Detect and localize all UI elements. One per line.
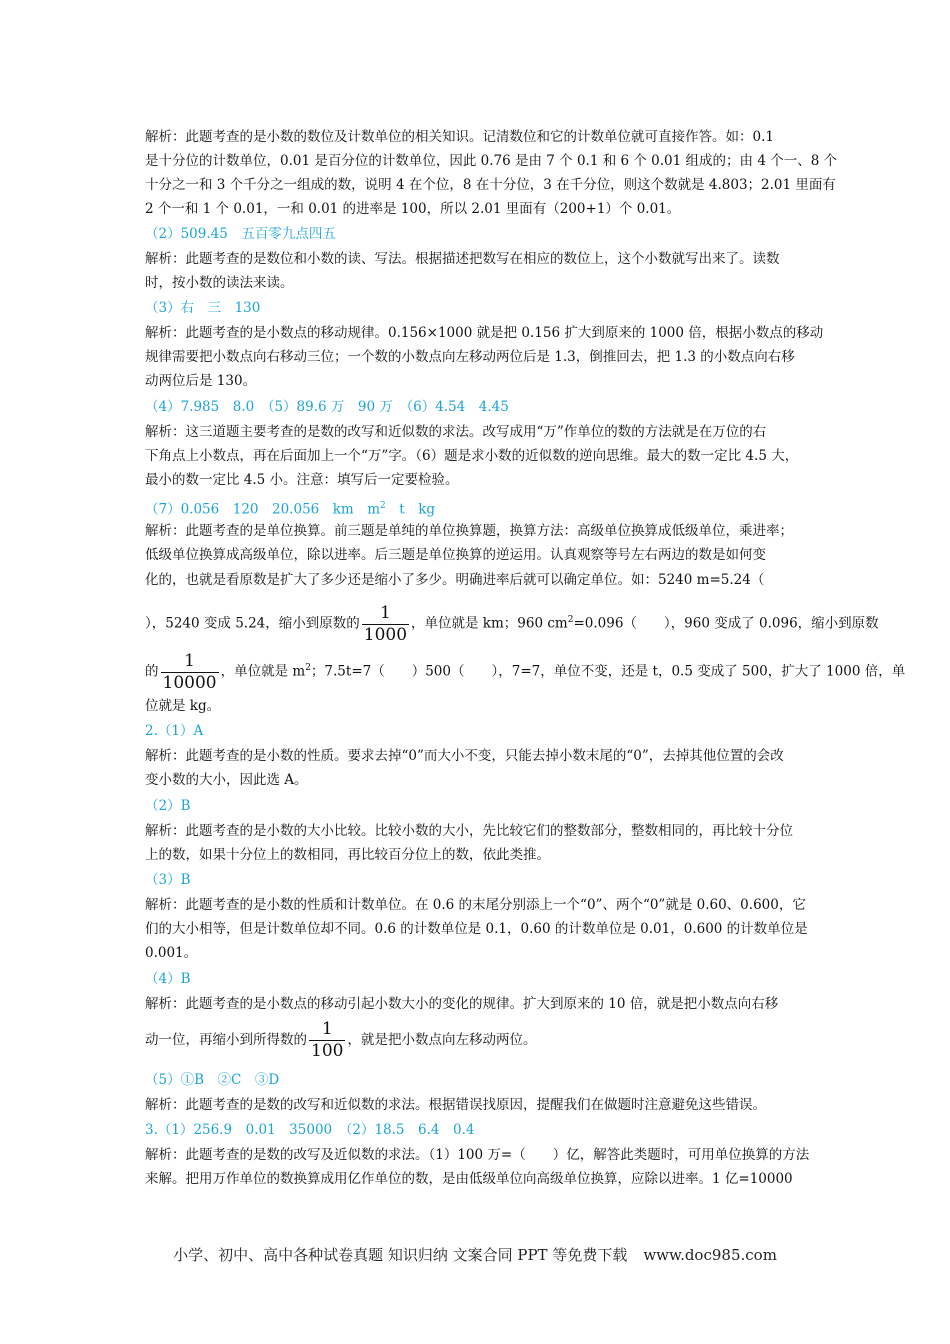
text-line: 十分之一和 3 个千分之一组成的数，说明 4 在个位，8 在十分位，3 在千分位，则这个数就是 4.803；2.01 里面有 bbox=[145, 177, 836, 193]
text-line-with-fraction bbox=[145, 646, 906, 693]
text-line: 解析：此题考查的是小数的性质和计数单位。在 0.6 的末尾分别添上一个“0”、两个“0”就是 0.60、0.600，它 bbox=[145, 897, 806, 913]
fraction-numerator: 1 bbox=[321, 1019, 333, 1039]
text-line: 是十分位的计数单位，0.01 是百分位的计数单位，因此 0.76 是由 7 个 0.1 和 6 个 0.01 组成的；由 4 个一、8 个 bbox=[145, 153, 838, 169]
text-line: 动两位后是 130。 bbox=[145, 373, 257, 389]
fraction-1-10000 bbox=[161, 651, 219, 694]
text-line: 解析：此题考查的是数位和小数的读、写法。根据描述把数写在相应的数位上，这个小数就写出来了。读数 bbox=[145, 251, 780, 267]
answer-line: （2）509.45 五百零九点四五 bbox=[145, 226, 336, 242]
answer-text: t kg bbox=[399, 501, 436, 518]
text-segment: 的 bbox=[145, 663, 159, 680]
text-line-with-fraction bbox=[145, 1018, 815, 1062]
text-segment: ，单位就是 km；960 cm bbox=[411, 615, 568, 632]
text-segment: ），5240 变成 5.24，缩小到原数的 bbox=[145, 615, 360, 632]
page-footer bbox=[0, 1244, 950, 1265]
answer-line: 2.（1）A bbox=[145, 723, 204, 739]
fraction-1-100 bbox=[309, 1019, 345, 1062]
fraction-numerator: 1 bbox=[184, 650, 195, 671]
text-line: 解析：此题考查的是小数点的移动引起小数大小的变化的规律。扩大到原来的 10 倍，就是把小数点向右移 bbox=[145, 996, 779, 1012]
text-line: 时，按小数的读法来读。 bbox=[145, 275, 294, 291]
text-segment: ，单位就是 m bbox=[220, 663, 306, 680]
text-line: 们的大小相等，但是计数单位却不同。0.6 的计数单位是 0.1，0.60 的计数单位是 0.01，0.600 的计数单位是 bbox=[145, 921, 808, 937]
text-segment: 动一位，再缩小到所得数的 bbox=[145, 1032, 307, 1048]
text-line: 上的数，如果十分位上的数相同，再比较百分位上的数，依此类推。 bbox=[145, 847, 550, 863]
footer-text: 小学、初中、高中各种试卷真题 知识归纳 文案合同 PPT 等免费下载 bbox=[173, 1246, 628, 1264]
text-line: 2 个一和 1 个 0.01，一和 0.01 的进率是 100，所以 2.01 里面有（200+1）个 0.01。 bbox=[145, 201, 681, 217]
answer-line: （4）7.985 8.0 （5）89.6 万 90 万 （6）4.54 4.45 bbox=[145, 399, 509, 415]
answer-text: （7）0.056 120 20.056 km m bbox=[145, 501, 381, 518]
text-segment: ；7.5t=7（ ）500（ ），7=7，单位不变，还是 t，0.5 变成了 500，扩大了 1000 倍，单 bbox=[310, 663, 906, 680]
text-line: 解析：此题考查的是数的改写及近似数的求法。（1）100 万=（ ）亿，解答此类题时，可用单位换算的方法 bbox=[145, 1147, 810, 1163]
text-line: 位就是 kg。 bbox=[145, 698, 221, 714]
text-line: 0.001。 bbox=[145, 945, 198, 961]
answer-line: （2）B bbox=[145, 798, 191, 814]
superscript: 2 bbox=[567, 615, 574, 625]
answer-line: （4）B bbox=[145, 971, 191, 987]
superscript: 2 bbox=[380, 501, 386, 511]
text-line: 解析：此题考查的是小数点的移动规律。0.156×1000 就是把 0.156 扩大到原来的 1000 倍，根据小数点的移动 bbox=[145, 325, 824, 341]
text-segment: =0.096（ ），960 变成了 0.096，缩小到原数 bbox=[573, 615, 879, 632]
fraction-1-1000 bbox=[362, 603, 409, 646]
text-line: 解析：此题考查的是小数的大小比较。比较小数的大小，先比较它们的整数部分，整数相同的，再比较十分位 bbox=[145, 823, 793, 839]
text-line: 下角点上小数点，再在后面加上一个“万”字。（6）题是求小数的近似数的逆向思维。最大的数一定比 4.5 大， bbox=[145, 448, 799, 464]
answer-line: 3.（1）256.9 0.01 35000 （2）18.5 6.4 0.4 bbox=[145, 1122, 475, 1138]
answer-line: （3）右 三 130 bbox=[145, 300, 261, 316]
text-line: 规律需要把小数点向右移动三位；一个数的小数点向左移动两位后是 1.3，倒推回去，把 1.3 的小数点向右移 bbox=[145, 349, 795, 365]
answer-line bbox=[145, 496, 815, 520]
text-line: 最小的数一定比 4.5 小。注意：填写后一定要检验。 bbox=[145, 472, 459, 488]
text-line: 来解。把用万作单位的数换算成用亿作单位的数，是由低级单位向高级单位换算，应除以进率。1 亿=10000 bbox=[145, 1171, 793, 1187]
text-line: 解析：此题考查的是小数的性质。要求去掉“0”而大小不变，只能去掉小数末尾的“0”，去掉其他位置的会改 bbox=[145, 748, 784, 764]
fraction-denominator: 10000 bbox=[162, 672, 217, 693]
text-line: 解析：这三道题主要考查的是数的改写和近似数的求法。改写成用“万”作单位的数的方法就是在万位的右 bbox=[145, 424, 767, 440]
superscript: 2 bbox=[305, 663, 311, 673]
text-line: 解析：此题考查的是数的改写和近似数的求法。根据错误找原因，提醒我们在做题时注意避免这些错误。 bbox=[145, 1097, 766, 1113]
text-line-with-fraction bbox=[145, 598, 879, 645]
text-line: 解析：此题考查的是小数的数位及计数单位的相关知识。记清数位和它的计数单位就可直接作答。如：0.1 bbox=[145, 129, 774, 145]
text-segment: ，就是把小数点向左移动两位。 bbox=[347, 1032, 537, 1048]
answer-line: （3）B bbox=[145, 872, 191, 888]
text-line: 低级单位换算成高级单位，除以进率。后三题是单位换算的逆运用。认真观察等号左右两边的数是如何变 bbox=[145, 547, 766, 563]
fraction-numerator: 1 bbox=[379, 602, 391, 623]
answer-line: （5）①B ②C ③D bbox=[145, 1072, 280, 1088]
fraction-denominator: 100 bbox=[311, 1041, 344, 1061]
text-line: 变小数的大小，因此选 A。 bbox=[145, 772, 308, 788]
fraction-denominator: 1000 bbox=[363, 624, 408, 645]
text-line: 解析：此题考查的是单位换算。前三题是单纯的单位换算题，换算方法：高级单位换算成低级单位，乘进率； bbox=[145, 523, 793, 539]
footer-website-link[interactable]: www.doc985.com bbox=[643, 1246, 777, 1264]
text-line: 化的，也就是看原数是扩大了多少还是缩小了多少。明确进率后就可以确定单位。如：5240 m=5.24（ bbox=[145, 572, 765, 588]
